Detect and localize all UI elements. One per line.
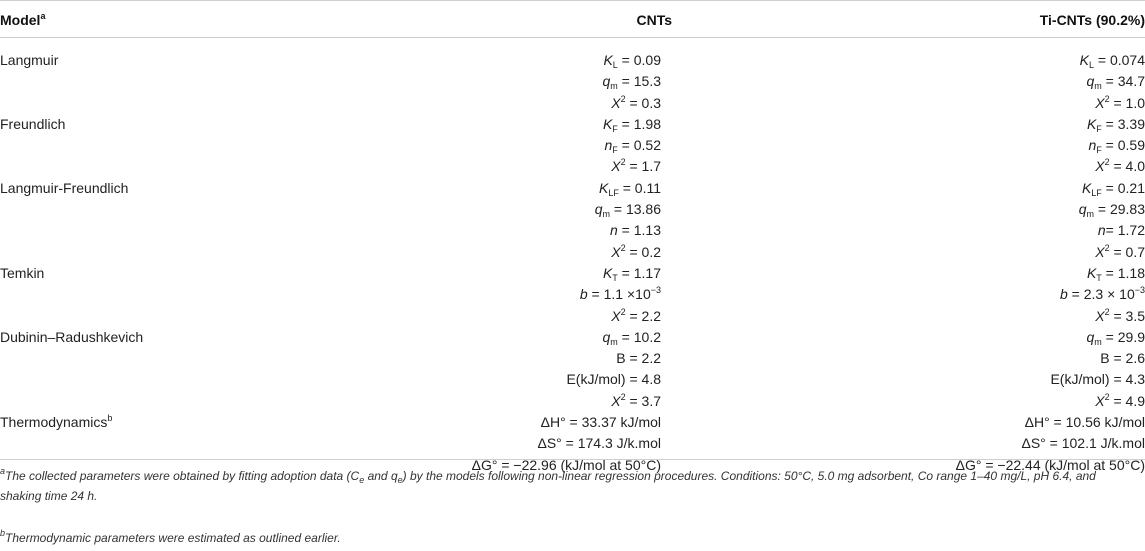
- cnts-value-cell: $q_m = 15.3$: [602, 73, 661, 92]
- ti-cnts-value-cell: $K_L = 0.074$: [1079, 52, 1145, 70]
- table-row: [0, 391, 1145, 412]
- cnts-value-cell: ΔH° = 33.37 kJ/mol: [540, 414, 661, 431]
- table-row: [0, 433, 1145, 454]
- ti-cnts-value-cell: $n_F = 0.59$: [1088, 137, 1145, 156]
- cnts-value-cell: $n_F = 0.52$: [604, 137, 661, 156]
- model-cell: Dubinin–Radushkevich: [0, 328, 144, 345]
- cnts-value-cell: $K_F = 1.98$: [602, 115, 661, 134]
- header-model: Model$^a$: [0, 11, 46, 28]
- ti-cnts-value-cell: $q_m = 29.83$: [1078, 201, 1145, 220]
- table-row: [0, 114, 1145, 135]
- model-cell: Thermodynamics$^b$: [0, 413, 113, 431]
- header-ti-cnts: Ti-CNTs (90.2%): [1039, 12, 1145, 28]
- table-row: [0, 327, 1145, 348]
- ti-cnts-value-cell: $K_F = 3.39$: [1086, 115, 1145, 134]
- footnote-divider: [0, 459, 1145, 460]
- cnts-value-cell: n = 1.13: [610, 222, 661, 239]
- ti-cnts-value-cell: $X^2 = 1.0$: [1095, 93, 1145, 111]
- table-row: [0, 348, 1145, 369]
- table-row: [0, 412, 1145, 433]
- ti-cnts-value-cell: $X^2 = 4.0$: [1095, 157, 1145, 175]
- cnts-value-cell: B = 2.2: [616, 350, 661, 367]
- ti-cnts-value-cell: $K_{LF} = 0.21$: [1081, 179, 1145, 198]
- table-row: [0, 135, 1145, 156]
- model-cell: Langmuir-Freundlich: [0, 179, 129, 196]
- table-row: [0, 220, 1145, 241]
- model-cell: Freundlich: [0, 115, 66, 132]
- cnts-value-cell: $X^2 = 3.7$: [611, 391, 661, 409]
- cnts-value-cell: ΔS° = 174.3 J/k.mol: [537, 435, 661, 452]
- cnts-value-cell: $b = 1.1 \times 10^{-3}$: [579, 285, 661, 303]
- ti-cnts-value-cell: $b = 2.3 \times 10^{-3}$: [1059, 285, 1145, 303]
- ti-cnts-value-cell: $K_T = 1.18$: [1086, 264, 1145, 283]
- table-row: [0, 178, 1145, 199]
- cnts-value-cell: $q_m = 10.2$: [602, 328, 661, 347]
- model-cell: Langmuir: [0, 52, 59, 68]
- ti-cnts-value-cell: B = 2.6: [1100, 350, 1145, 367]
- cnts-value-cell: $X^2 = 0.3$: [611, 93, 661, 111]
- cnts-value-cell: $K_{LF} = 0.11$: [598, 179, 661, 198]
- table-row: [0, 369, 1145, 390]
- ti-cnts-value-cell: $q_m = 34.7$: [1086, 73, 1145, 92]
- cnts-value-cell: $X^2 = 0.2$: [611, 242, 661, 260]
- table-row: [0, 306, 1145, 327]
- table-row: [0, 50, 1145, 71]
- table-row: [0, 263, 1145, 284]
- ti-cnts-value-cell: ΔH° = 10.56 kJ/mol: [1024, 414, 1145, 431]
- ti-cnts-value-cell: ΔS° = 102.1 J/k.mol: [1021, 435, 1145, 452]
- ti-cnts-value-cell: $q_m = 29.9$: [1086, 328, 1145, 347]
- cnts-value-cell: $X^2 = 2.2$: [611, 306, 661, 324]
- table-row: [0, 199, 1145, 220]
- footnote-b: $^b$Thermodynamic parameters were estimated as outlined earlier.: [0, 528, 341, 545]
- model-cell: Temkin: [0, 264, 45, 281]
- cnts-value-cell: $q_m = 13.86$: [594, 201, 661, 220]
- table-row: [0, 284, 1145, 305]
- cnts-value-cell: $K_T = 1.17$: [602, 264, 661, 283]
- cnts-value-cell: E(kJ/mol) = 4.8: [566, 371, 661, 388]
- cnts-value-cell: ΔG° = −22.96 (kJ/mol at 50°C): [471, 456, 661, 473]
- table-body: [0, 50, 1145, 476]
- cnts-value-cell: $K_L = 0.09$: [603, 52, 661, 70]
- ti-cnts-value-cell: E(kJ/mol) = 4.3: [1050, 371, 1145, 388]
- header-cnts: CNTs: [636, 12, 672, 28]
- footnote-a: $^a$The collected parameters were obtained by fitting adoption data ($C_e$ and $q_e$) by the models following non-linear regression procedures. Conditions: 50°C, 5.0 mg adsorbent, Co range 1–40 mg/L, pH 6.4, and shaking time 24 h.: [0, 466, 1096, 503]
- table-row: [0, 71, 1145, 92]
- ti-cnts-value-cell: $X^2 = 3.5$: [1095, 306, 1145, 324]
- ti-cnts-value-cell: ΔG° = −22.44 (kJ/mol at 50°C): [955, 456, 1145, 473]
- table-header: [0, 0, 1145, 38]
- table-row: [0, 242, 1145, 263]
- cnts-value-cell: $X^2 = 1.7$: [611, 157, 661, 175]
- ti-cnts-value-cell: n= 1.72: [1097, 222, 1145, 239]
- table-row: [0, 93, 1145, 114]
- ti-cnts-value-cell: $X^2 = 0.7$: [1095, 242, 1145, 260]
- table-row: [0, 156, 1145, 177]
- ti-cnts-value-cell: $X^2 = 4.9$: [1095, 391, 1145, 409]
